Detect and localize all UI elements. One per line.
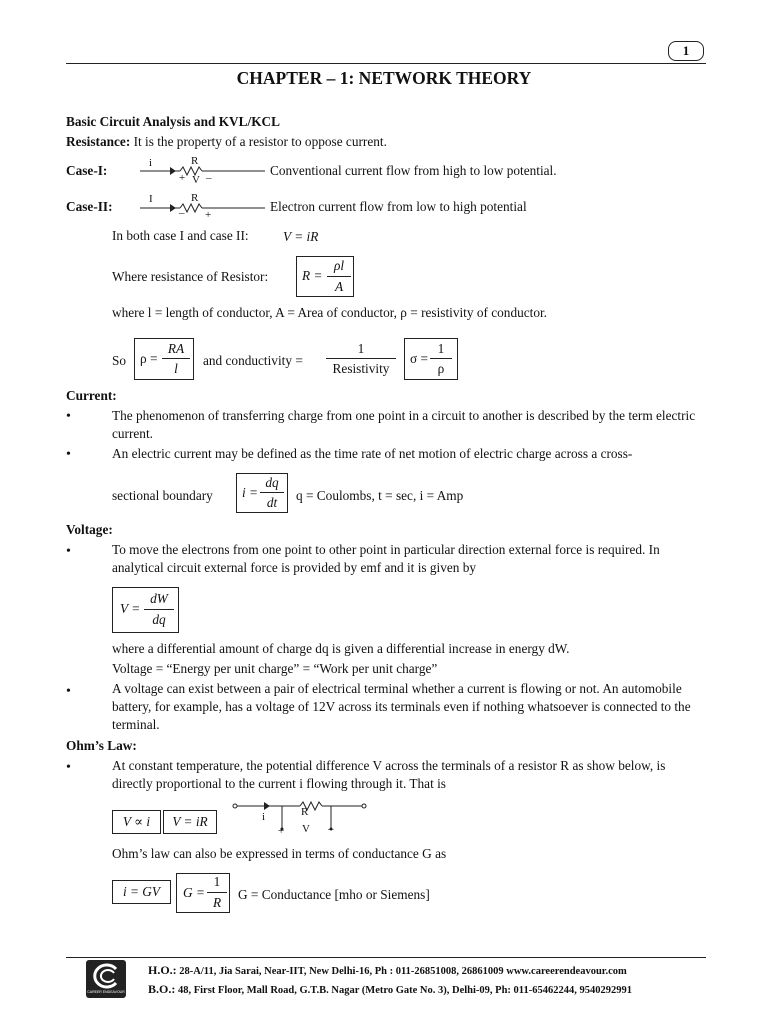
- case2-plus: +: [205, 209, 212, 221]
- case2-label: Case-II:: [66, 199, 113, 214]
- both-case-text: In both case I and case II:: [112, 228, 249, 243]
- case2-R: R: [191, 192, 199, 204]
- case1-R: R: [191, 155, 199, 167]
- both-case-eq: V = iR: [283, 229, 319, 244]
- current-bullet2: An electric current may be defined as the time rate of net motion of electric charge across a cross-: [112, 446, 633, 461]
- resistor-formula-num: ρl: [333, 258, 345, 273]
- case1-label: Case-I:: [66, 163, 108, 178]
- case1-V: V: [192, 174, 200, 186]
- footer-ho-label: H.O.:: [148, 963, 177, 977]
- resistance-text: It is the property of a resistor to oppose current.: [130, 134, 387, 149]
- footer-ho-text: 28-A/11, Jia Sarai, Near-IIT, New Delhi-16, Ph : 011-26851008, 26861009 www.careerendeavour.com: [176, 966, 627, 977]
- current-units: q = Coulombs, t = sec, i = Amp: [296, 488, 464, 503]
- ohm-circuit-diagram: [230, 798, 370, 838]
- footer-ho: [148, 963, 627, 978]
- case2-text: Electron current flow from low to high potential: [270, 199, 527, 214]
- resistance-line: [66, 133, 387, 151]
- footer-bo: [148, 982, 632, 997]
- current-heading: Current:: [66, 388, 117, 403]
- footer-rule: [66, 957, 706, 958]
- voltage-eq-lhs: V =: [120, 601, 141, 616]
- current-bullet2-cont: sectional boundary: [112, 488, 213, 503]
- conductance-lhs: G =: [183, 885, 205, 900]
- ohm-bullet1-dot: •: [66, 760, 71, 775]
- conductance-num: 1: [213, 874, 221, 889]
- case1-minus: –: [206, 172, 212, 184]
- current-eq-num: dq: [265, 475, 279, 490]
- ohm-conductance-line: Ohm’s law can also be expressed in terms of conductance G as: [112, 846, 447, 861]
- case1-plus: +: [179, 172, 186, 184]
- ohm-box3-text: i = GV: [122, 884, 161, 899]
- conductance-desc: G = Conductance [mho or Siemens]: [238, 887, 430, 902]
- ohm-bullet1: At constant temperature, the potential difference V across the terminals of a resistor R as show below, is directly proportional to the current i flowing through it. That is: [112, 758, 666, 791]
- case2-I: I: [149, 193, 153, 205]
- page-number: 1: [682, 43, 690, 58]
- conductivity-text: and conductivity =: [203, 353, 303, 368]
- voltage-heading: Voltage:: [66, 522, 113, 537]
- voltage-bullet1: To move the electrons from one point to other point in particular direction external force is required. In analytical circuit external force is provided by emf and it is given by: [112, 542, 660, 575]
- voltage-eq-den: dq: [152, 612, 166, 627]
- voltage-bullet2-dot: •: [66, 684, 71, 699]
- ohm-circuit-minus: –: [328, 823, 334, 835]
- chapter-title: CHAPTER – 1: NETWORK THEORY: [236, 68, 532, 88]
- conductivity-bar: [326, 358, 396, 359]
- conductivity-num: 1: [357, 341, 365, 356]
- ohm-circuit-V: V: [302, 823, 310, 835]
- case2-minus: –: [179, 207, 185, 219]
- ohm-box2-text: V = iR: [172, 814, 208, 829]
- footer-logo: [86, 960, 126, 998]
- ohm-circuit-plus: +: [278, 825, 285, 837]
- resistor-formula-lhs: R =: [302, 268, 323, 283]
- case1-i: i: [149, 157, 153, 169]
- current-bullet1-dot: •: [66, 409, 71, 424]
- header-rule: [66, 63, 706, 64]
- ohm-box1-text: V ∝ i: [122, 814, 151, 829]
- footer-bo-text: 48, First Floor, Mall Road, G.T.B. Nagar (Metro Gate No. 3), Delhi-09, Ph: 011-65462244, 9540292991: [175, 985, 632, 996]
- logo-text: CAREER ENDEAVOUR: [87, 990, 125, 994]
- conductance-den: R: [212, 895, 222, 910]
- voltage-bullet1-dot: •: [66, 544, 71, 559]
- section-title: Basic Circuit Analysis and KVL/KCL: [66, 114, 281, 129]
- current-eq-den: dt: [266, 495, 278, 510]
- logo-emblem-icon: [90, 963, 122, 989]
- sigma-bar: [430, 358, 452, 359]
- rho-bar: [162, 358, 190, 359]
- rho-den: l: [174, 361, 178, 376]
- ohm-circuit-i: i: [262, 811, 266, 823]
- voltage-eq-num: dW: [150, 591, 168, 606]
- case1-resistor-diagram: [140, 155, 270, 190]
- ohm-circuit-R: R: [301, 806, 309, 818]
- footer-bo-label: B.O.:: [148, 982, 176, 996]
- voltage-diff-line: where a differential amount of charge dq is given a differential increase in energy dW.: [112, 641, 570, 656]
- so-label: So: [112, 353, 127, 368]
- current-eq-lhs: i =: [242, 485, 258, 500]
- sigma-num: 1: [437, 341, 445, 356]
- case1-text: Conventional current flow from high to low potential.: [270, 163, 557, 178]
- rho-lhs: ρ =: [140, 351, 158, 366]
- rho-num: RA: [167, 341, 185, 356]
- conductivity-den: Resistivity: [332, 361, 390, 376]
- voltage-def-line: Voltage = “Energy per unit charge” = “Work per unit charge”: [112, 661, 438, 676]
- sigma-den: ρ: [437, 361, 445, 376]
- resistor-formula-text: Where resistance of Resistor:: [112, 269, 269, 284]
- current-bullet1: The phenomenon of transferring charge from one point in a circuit to another is described by the term electric current.: [112, 408, 696, 441]
- where-line: where l = length of conductor, A = Area of conductor, ρ = resistivity of conductor.: [112, 305, 547, 320]
- resistor-formula-den: A: [334, 279, 344, 294]
- current-bullet2-dot: •: [66, 447, 71, 462]
- sigma-lhs: σ =: [410, 351, 428, 366]
- voltage-eq-bar: [144, 609, 174, 610]
- conductance-bar: [207, 892, 227, 893]
- ohm-heading: Ohm’s Law:: [66, 738, 137, 753]
- resistance-label: Resistance:: [66, 134, 131, 149]
- voltage-bullet2: A voltage can exist between a pair of electrical terminal whether a current is flowing or not. An automobile battery, for example, has a voltage of 12V across its terminals even if nothing whatsoever is connected to the terminal.: [112, 681, 691, 732]
- current-eq-bar: [260, 492, 284, 493]
- resistor-formula-bar: [327, 276, 351, 277]
